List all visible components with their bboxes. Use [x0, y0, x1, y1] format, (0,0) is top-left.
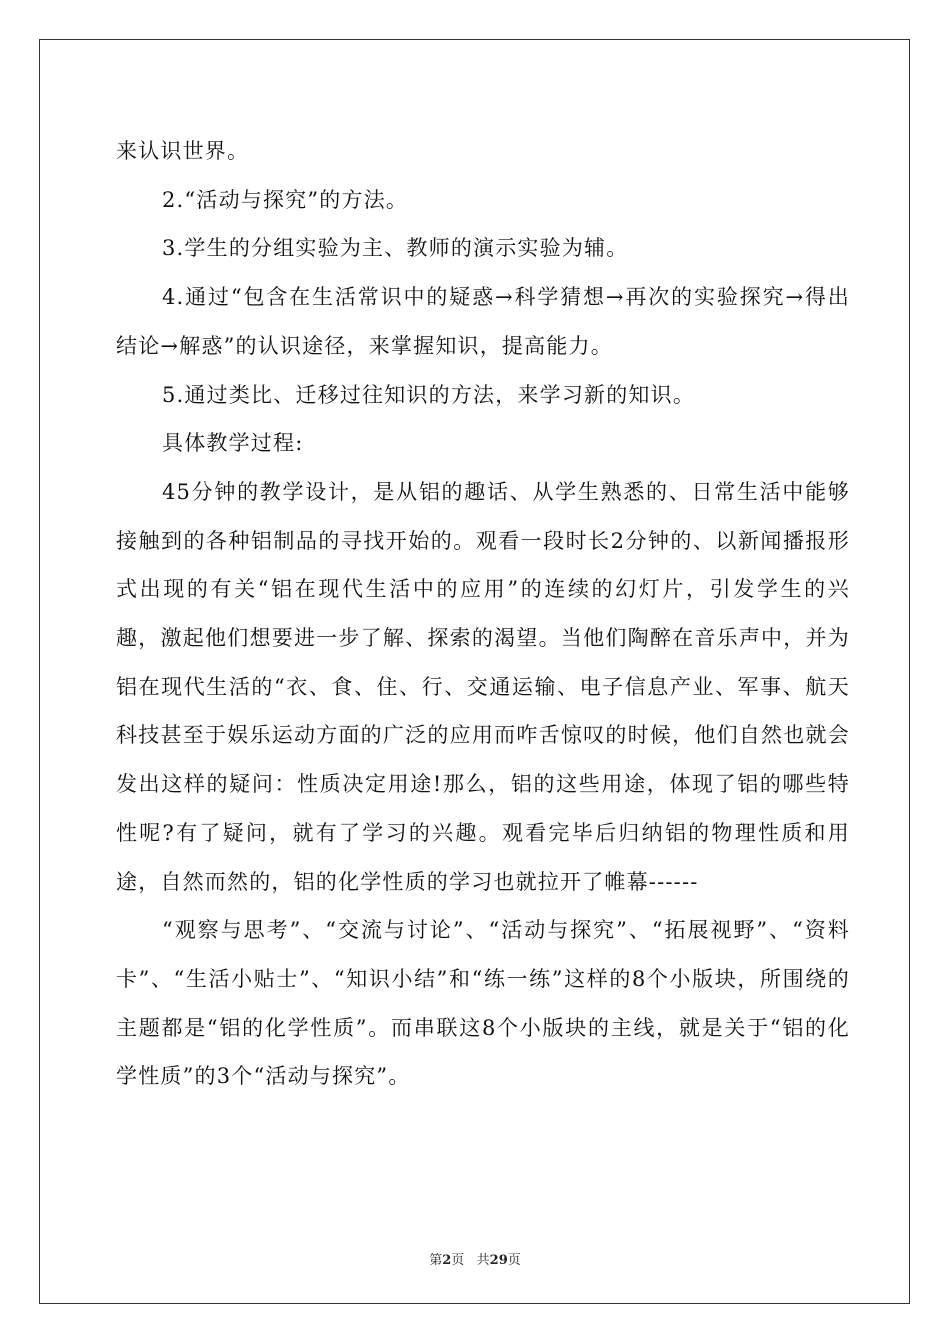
footer-prefix: 第 [429, 1253, 443, 1268]
paragraph-6: 具体教学过程: [162, 431, 304, 456]
paragraph-3: 3.学生的分组实验为主、教师的演示实验为辅。 [162, 236, 629, 261]
footer-suffix: 页 [507, 1253, 521, 1268]
paragraph-5: 5.通过类比、迁移过往知识的方法，来学习新的知识。 [162, 382, 696, 407]
footer-middle: 页 共 [451, 1253, 490, 1268]
current-page-number: 2 [442, 1253, 452, 1268]
paragraph-4: 4.通过“包含在生活常识中的疑惑→科学猜想→再次的实验探究→得出结论→解惑”的认识途径，来掌握知识，提高能力。 [116, 285, 850, 358]
document-body [116, 127, 850, 1101]
paragraph-1: 来认识世界。 [116, 139, 250, 163]
page-footer [0, 1249, 950, 1268]
paragraph-2: 2.“活动与探究”的方法。 [162, 187, 409, 212]
total-page-number: 29 [489, 1253, 508, 1268]
paragraph-8: “观察与思考”、“交流与讨论”、“活动与探究”、“拓展视野”、“资料卡”、“生活小贴士”、“知识小结”和“练一练”这样的8个小版块，所围绕的主题都是“铝的化学性质”。而串联这8个小版块的主线，就是关于“铝的化学性质”的3个“活动与探究”。 [116, 918, 850, 1089]
paragraph-7: 45分钟的教学设计，是从铝的趣话、从学生熟悉的、日常生活中能够接触到的各种铝制品的寻找开始的。观看一段时长2分钟的、以新闻播报形式出现的有关“铝在现代生活中的应用”的连续的幻灯片，引发学生的兴趣，激起他们想要进一步了解、探索的渴望。当他们陶醉在音乐声中，并为铝在现代生活的“衣、食、住、行、交通运输、电子信息产业、军事、航天科技甚至于娱乐运动方面的广泛的应用而咋舌惊叹的时候，他们自然也就会发出这样的疑问：性质决定用途!那么，铝的这些用途，体现了铝的哪些特性呢?有了疑问，就有了学习的兴趣。观看完毕后归纳铝的物理性质和用途，自然而然的，铝的化学性质的学习也就拉开了帷幕------ [116, 479, 850, 894]
